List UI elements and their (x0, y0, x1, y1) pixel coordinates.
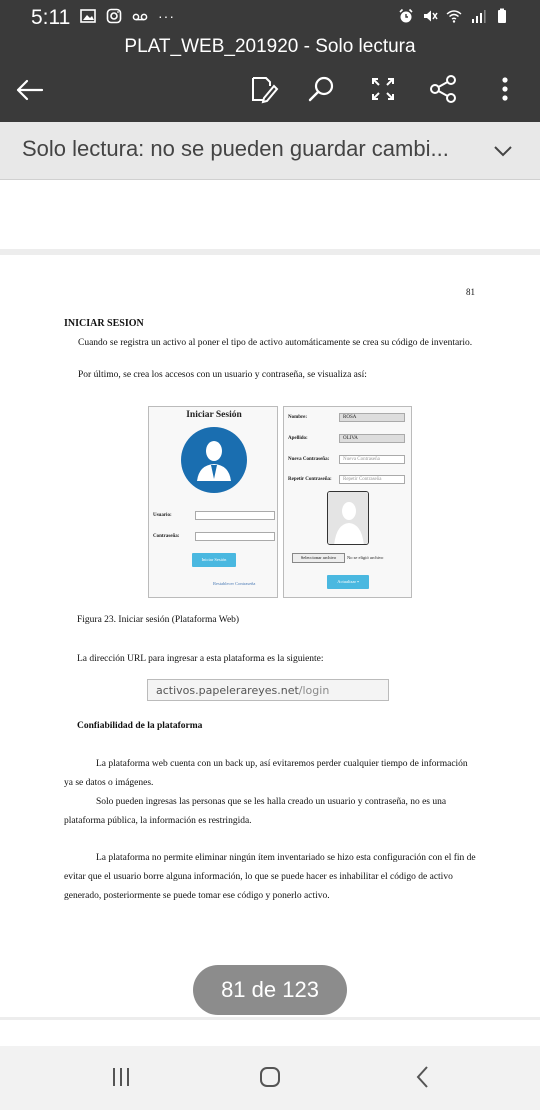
paragraph-2: Por último, se crea los accesos con un usuario y contraseña, se visualiza así: (78, 370, 367, 380)
surname-field: OLIVA (339, 434, 405, 443)
user-label: Usuario: (153, 513, 172, 518)
battery-icon (494, 8, 510, 24)
user-field (195, 511, 275, 520)
mute-icon (422, 8, 438, 24)
save-icon: ▪ (356, 579, 359, 584)
image-icon (80, 8, 96, 24)
login-title: Iniciar Sesión (186, 410, 242, 420)
figure-login-panel (148, 406, 278, 598)
more-options-icon[interactable] (488, 72, 522, 106)
section-heading-2: Confiabilidad de la plataforma (77, 721, 203, 731)
read-only-message: Solo lectura: no se pueden guardar cambi... (22, 136, 449, 161)
alarm-icon (398, 8, 414, 24)
share-icon[interactable] (426, 72, 460, 106)
instagram-icon (106, 8, 122, 24)
page-counter: 81 de 123 (193, 965, 347, 1015)
password-field (195, 532, 275, 541)
paragraph-3: La dirección URL para ingresar a esta plataforma es la siguiente: (77, 654, 324, 664)
chevron-down-icon[interactable] (490, 138, 516, 164)
select-file-button: Seleccionar archivo (292, 553, 345, 563)
name-label: Nombre: (288, 415, 308, 420)
new-password-field: Nueva Contraseña (339, 455, 405, 464)
paragraph-1: Cuando se registra un activo al poner el tipo de activo automáticamente se crea su código de inventario. (78, 338, 473, 348)
back-arrow-icon[interactable] (12, 72, 48, 108)
photo-placeholder-icon (328, 492, 369, 545)
name-field: ROSA (339, 413, 405, 422)
status-bar (0, 0, 540, 34)
fullscreen-icon[interactable] (366, 72, 400, 106)
read-only-banner[interactable] (0, 122, 540, 180)
navigation-bar (0, 1046, 540, 1110)
more-dots-icon: ··· (158, 8, 175, 24)
surname-label: Apellido: (288, 436, 308, 441)
status-time: 5:11 (31, 6, 71, 29)
wifi-icon (446, 8, 462, 24)
status-icons-right (398, 8, 510, 24)
next-page (0, 1020, 540, 1046)
edit-icon[interactable] (246, 72, 280, 106)
previous-page (0, 180, 540, 249)
page-number: 81 (466, 287, 475, 297)
voicemail-icon (132, 8, 148, 24)
update-button: Actualizar ▪ (327, 575, 369, 589)
search-icon[interactable] (305, 72, 339, 106)
figure-profile-panel (283, 406, 412, 598)
repeat-password-field: Repetir Contraseña (339, 475, 405, 484)
document-title: PLAT_WEB_201920 - Solo lectura (124, 36, 416, 57)
url-domain: activos.papelerareyes.net (156, 684, 299, 697)
home-icon[interactable] (255, 1062, 285, 1092)
paragraph-6: La plataforma no permite eliminar ningún ítem inventariado se hizo esta configuración con el fin de evitar que el usuario borre alguna información, lo que se puede hacer es inhabilitar el código de activo generado, posteriormente se puede tomar ese código y ponerlo activo. (64, 853, 476, 901)
app-bar (0, 34, 540, 122)
status-icons-left (80, 8, 175, 24)
repeat-password-label: Repetir Contraseña: (288, 477, 332, 482)
reset-password-link: Restablecer Contraseña (213, 581, 256, 586)
document-page (0, 255, 540, 1017)
figure-caption: Figura 23. Iniciar sesión (Plataforma Web) (77, 615, 240, 625)
signal-icon (470, 8, 486, 24)
paragraph-5: Solo pueden ingresas las personas que se les halla creado un usuario y contraseña, no es una plataforma pública, la información es restringida. (64, 797, 447, 826)
paragraph-4: La plataforma web cuenta con un back up, así evitaremos perder cualquier tiempo de información ya se datos o imágenes. (64, 759, 468, 788)
user-avatar (181, 427, 247, 493)
password-label: Contraseña: (153, 534, 180, 539)
user-silhouette-icon (181, 427, 247, 493)
url-box (147, 679, 389, 701)
file-status: No se eligió archivo (347, 555, 384, 560)
new-password-label: Nueva Contraseña: (288, 457, 330, 462)
login-button: Iniciar Sesión (192, 553, 236, 567)
section-heading: INICIAR SESION (64, 318, 144, 329)
url-path: /login (298, 684, 330, 697)
profile-photo (327, 491, 369, 545)
back-icon[interactable] (408, 1062, 438, 1092)
recents-icon[interactable] (106, 1062, 136, 1092)
